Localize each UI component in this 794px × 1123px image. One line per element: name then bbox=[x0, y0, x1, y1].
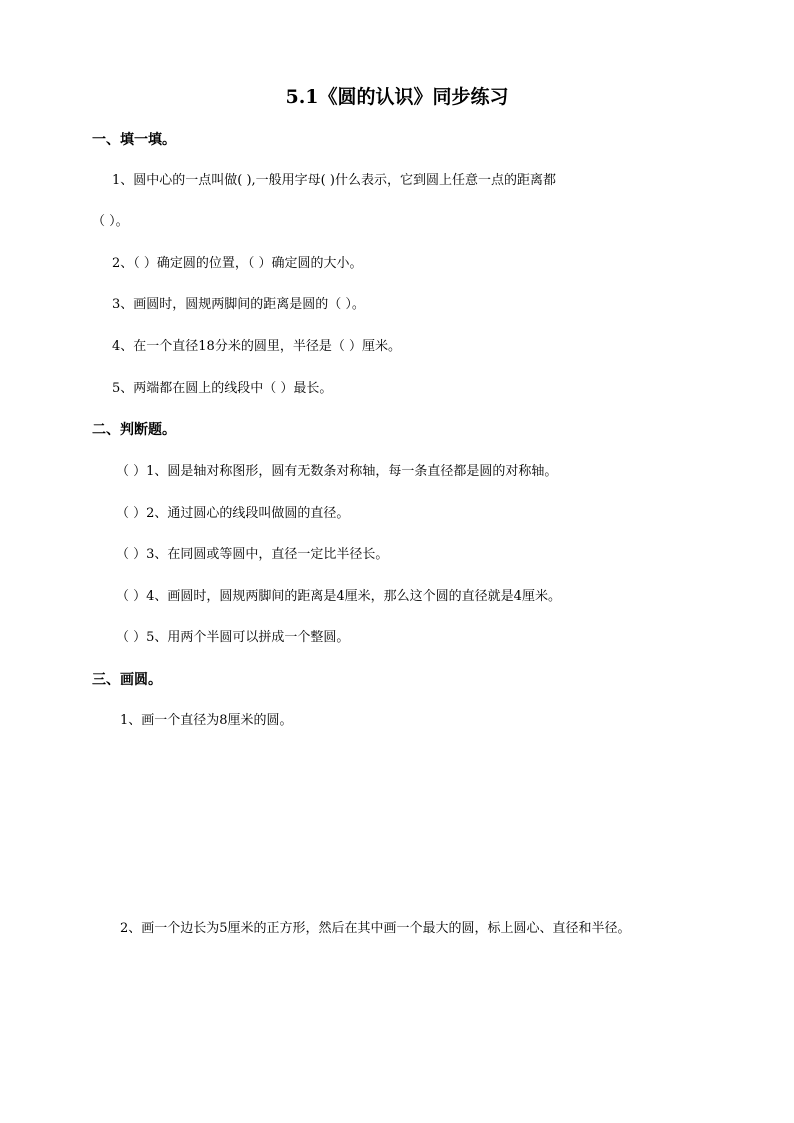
fill-blank-question-5: 5、两端都在圆上的线段中（ ）最长。 bbox=[112, 381, 333, 396]
true-false-question-1: （ ）1、圆是轴对称图形，圆有无数条对称轴，每一条直径都是圆的对称轴。 bbox=[116, 464, 558, 479]
fill-blank-question-1: 1、圆中心的一点叫做( ),一般用字母( )什么表示，它到圆上任意一点的距离都 bbox=[112, 173, 556, 188]
section-heading-fill-blank: 一、填一填。 bbox=[92, 132, 176, 148]
fill-blank-question-3: 3、画圆时，圆规两脚间的距离是圆的（ ）。 bbox=[112, 297, 365, 312]
true-false-question-3: （ ）3、在同圆或等圆中，直径一定比半径长。 bbox=[116, 547, 389, 562]
fill-blank-question-1-continued: （ ）。 bbox=[92, 214, 129, 229]
section-heading-true-false: 二、判断题。 bbox=[92, 422, 176, 438]
true-false-question-4: （ ）4、画圆时，圆规两脚间的距离是4厘米，那么这个圆的直径就是4厘米。 bbox=[116, 589, 561, 604]
draw-circle-question-1: 1、画一个直径为8厘米的圆。 bbox=[120, 713, 293, 728]
page-title: 5.1《圆的认识》同步练习 bbox=[285, 86, 509, 108]
true-false-question-5: （ ）5、用两个半圆可以拼成一个整圆。 bbox=[116, 630, 350, 645]
fill-blank-question-2: 2、（ ）确定圆的位置，（ ）确定圆的大小。 bbox=[112, 256, 363, 271]
draw-circle-question-2: 2、画一个边长为5厘米的正方形，然后在其中画一个最大的圆，标上圆心、直径和半径。 bbox=[120, 921, 631, 936]
true-false-question-2: （ ）2、通过圆心的线段叫做圆的直径。 bbox=[116, 506, 350, 521]
section-heading-draw-circle: 三、画圆。 bbox=[92, 672, 162, 688]
fill-blank-question-4: 4、在一个直径18分米的圆里，半径是（ ）厘米。 bbox=[112, 339, 401, 354]
